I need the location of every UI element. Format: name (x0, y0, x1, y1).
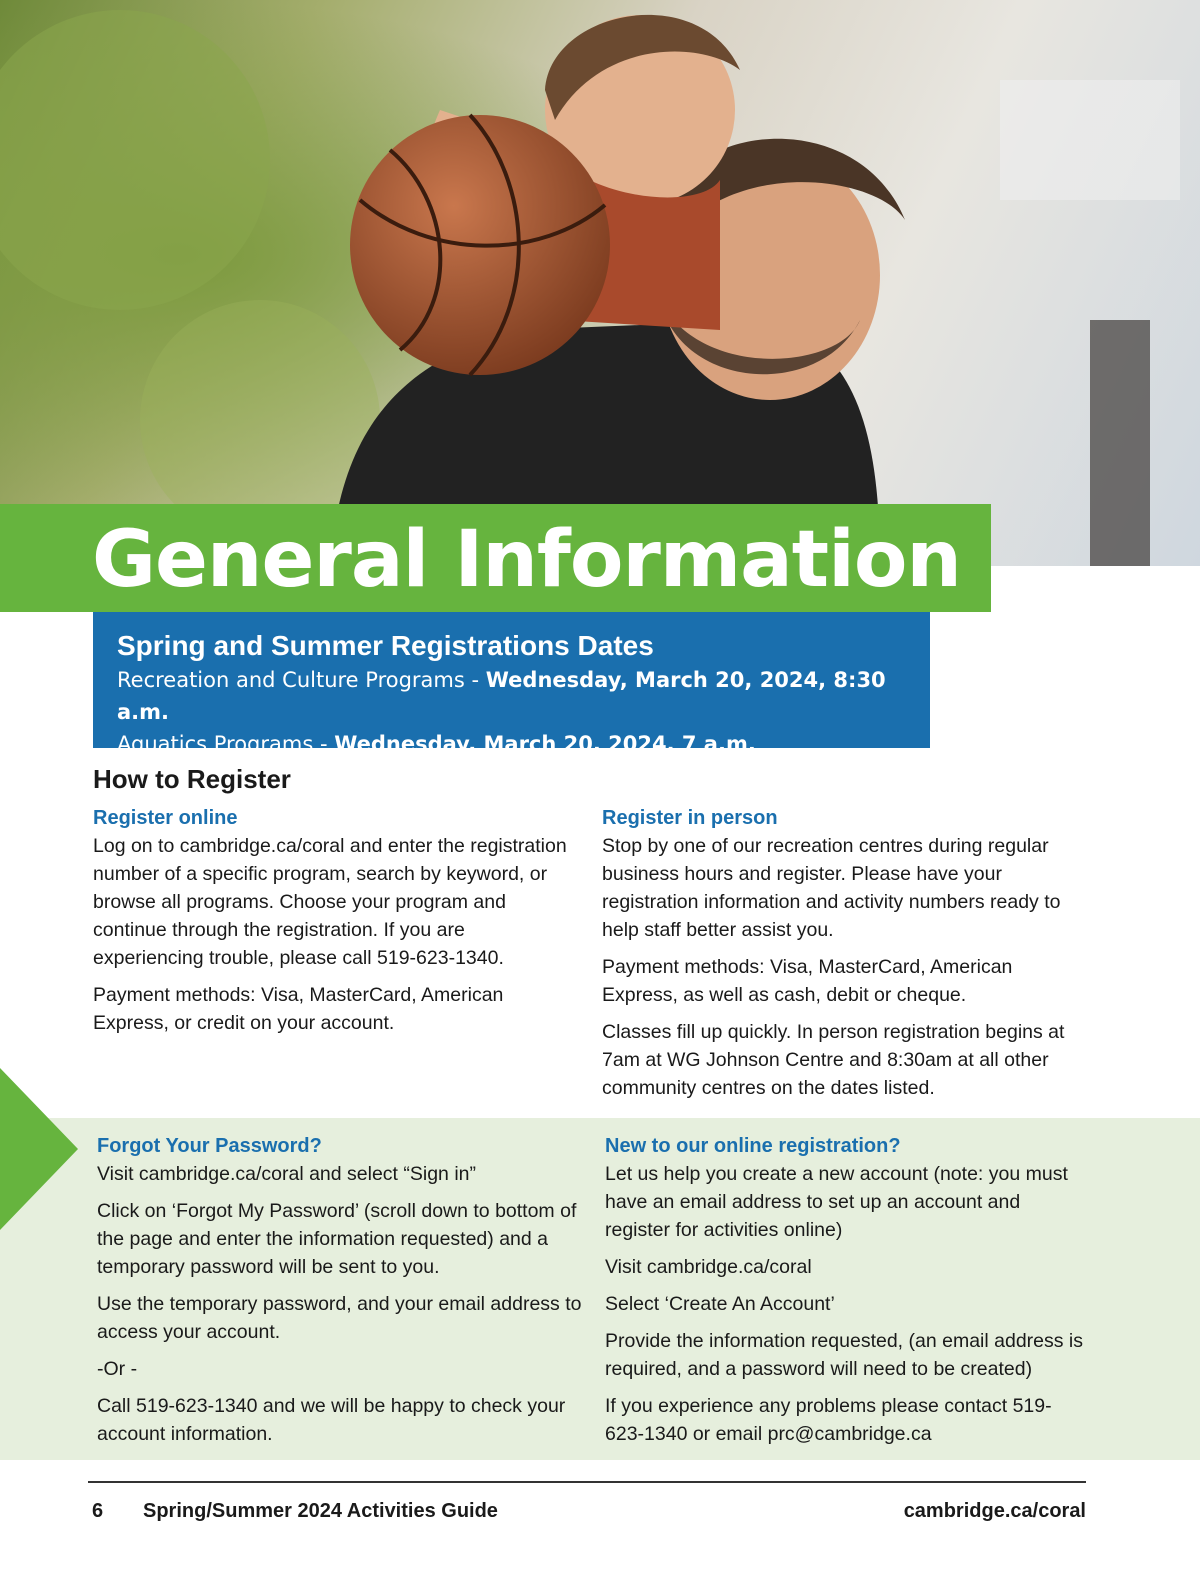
forgot-password-section (97, 1132, 582, 1457)
green-arrow-decoration (0, 1068, 78, 1230)
hero-photo (0, 0, 1200, 566)
forgot-or: -Or - (97, 1358, 138, 1380)
new-account-step-3: Provide the information requested, (an email address is required, and a password will need to be created) (605, 1330, 1083, 1380)
register-in-person-payment: Payment methods: Visa, MasterCard, American Express, as well as cash, debit or cheque. (602, 956, 1013, 1006)
page-number: 6 (92, 1500, 104, 1522)
new-account-heading: New to our online registration? (605, 1135, 901, 1157)
how-to-register-heading: How to Register (93, 764, 291, 794)
page-title: General Information (92, 515, 961, 605)
forgot-password-heading: Forgot Your Password? (97, 1135, 322, 1157)
hero-illustration (0, 0, 1200, 566)
footer-divider (88, 1481, 1086, 1483)
new-account-intro: Let us help you create a new account (note: you must have an email address to set up an account and register for activities online) (605, 1163, 1068, 1241)
register-in-person-heading: Register in person (602, 807, 778, 829)
registration-dates-heading: Spring and Summer Registrations Dates (117, 630, 654, 661)
forgot-step-1: Visit cambridge.ca/coral and select “Sign in” (97, 1163, 476, 1185)
recreation-date: Wednesday, March 20, 2024, 8:30 a.m. (117, 668, 886, 724)
forgot-step-2: Click on ‘Forgot My Password’ (scroll down to bottom of the page and enter the information requested) and a temporary password will be sent to you. (97, 1200, 577, 1278)
hero-white-notch (992, 566, 1200, 616)
forgot-step-4: Call 519-623-1340 and we will be happy to check your account information. (97, 1395, 566, 1445)
new-account-contact: If you experience any problems please contact 519-623-1340 or email prc@cambridge.ca (605, 1395, 1052, 1445)
footer-url: cambridge.ca/coral (903, 1500, 1086, 1522)
register-online-section (93, 804, 578, 1046)
register-online-payment: Payment methods: Visa, MasterCard, American Express, or credit on your account. (93, 984, 504, 1034)
aquatics-date: Wednesday, March 20, 2024, 7 a.m. (334, 732, 756, 756)
new-account-step-1: Visit cambridge.ca/coral (605, 1256, 812, 1278)
recreation-date-line: Recreation and Culture Programs - Wednesday, March 20, 2024, 8:30 a.m. (117, 668, 886, 724)
aquatics-date-line: Aquatics Programs - Wednesday, March 20, 2024, 7 a.m. (117, 732, 756, 756)
register-in-person-text: Stop by one of our recreation centres during regular business hours and register. Please have your registration information and activity numbers ready to help staff better assist you. (602, 835, 1061, 941)
guide-title: Spring/Summer 2024 Activities Guide (143, 1500, 498, 1522)
new-account-section (605, 1132, 1090, 1457)
new-account-step-2: Select ‘Create An Account’ (605, 1293, 835, 1315)
register-in-person-section (602, 804, 1087, 1111)
register-online-text: Log on to cambridge.ca/coral and enter the registration number of a specific program, search by keyword, or browse all programs. Choose your program and continue through the registration. If you are experiencing trouble, please call 519-623-1340. (93, 835, 567, 969)
register-in-person-note: Classes fill up quickly. In person registration begins at 7am at WG Johnson Centre and 8:30am at all other community centres on the dates listed. (602, 1021, 1065, 1099)
registration-dates-box (93, 612, 930, 756)
register-online-heading: Register online (93, 807, 238, 829)
forgot-step-3: Use the temporary password, and your email address to access your account. (97, 1293, 582, 1343)
